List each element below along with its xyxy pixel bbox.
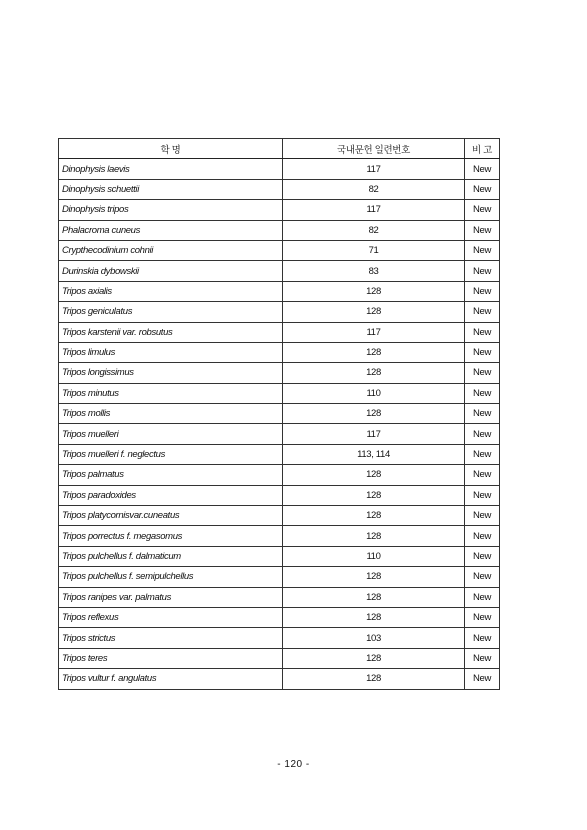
reference-number-cell: 128 <box>283 363 465 383</box>
reference-number-cell: 103 <box>283 628 465 648</box>
reference-number-cell: 128 <box>283 669 465 689</box>
species-name-cell: Tripos mollis <box>59 404 283 424</box>
table-row <box>59 506 500 526</box>
table-row <box>59 648 500 668</box>
species-name-cell: Tripos pulchellus f. semipulchellus <box>59 567 283 587</box>
table-row <box>59 383 500 403</box>
species-name-cell: Dinophysis laevis <box>59 159 283 179</box>
table-row <box>59 485 500 505</box>
reference-number-cell: 128 <box>283 302 465 322</box>
reference-number-cell: 117 <box>283 322 465 342</box>
reference-number-cell: 128 <box>283 587 465 607</box>
table-row <box>59 526 500 546</box>
table-row <box>59 465 500 485</box>
remarks-cell: New <box>465 648 500 668</box>
species-name-cell: Tripos pulchellus f. dalmaticum <box>59 546 283 566</box>
reference-number-cell: 128 <box>283 506 465 526</box>
table-header-row <box>59 139 500 159</box>
reference-number-cell: 71 <box>283 240 465 260</box>
table-row <box>59 342 500 362</box>
table-row <box>59 179 500 199</box>
table-row <box>59 200 500 220</box>
species-name-cell: Tripos limulus <box>59 342 283 362</box>
species-name-cell: Tripos muelleri f. neglectus <box>59 444 283 464</box>
table-row <box>59 404 500 424</box>
table-row <box>59 607 500 627</box>
species-name-cell: Tripos axialis <box>59 281 283 301</box>
species-name-cell: Dinophysis tripos <box>59 200 283 220</box>
remarks-cell: New <box>465 281 500 301</box>
header-remarks: 비 고 <box>465 139 500 159</box>
table-row <box>59 628 500 648</box>
species-name-cell: Tripos ranipes var. palmatus <box>59 587 283 607</box>
reference-number-cell: 128 <box>283 281 465 301</box>
remarks-cell: New <box>465 383 500 403</box>
table-row <box>59 261 500 281</box>
species-name-cell: Tripos geniculatus <box>59 302 283 322</box>
reference-number-cell: 82 <box>283 179 465 199</box>
remarks-cell: New <box>465 546 500 566</box>
reference-number-cell: 117 <box>283 424 465 444</box>
reference-number-cell: 117 <box>283 200 465 220</box>
reference-number-cell: 117 <box>283 159 465 179</box>
species-name-cell: Tripos strictus <box>59 628 283 648</box>
table-row <box>59 567 500 587</box>
remarks-cell: New <box>465 342 500 362</box>
remarks-cell: New <box>465 485 500 505</box>
reference-number-cell: 128 <box>283 342 465 362</box>
remarks-cell: New <box>465 363 500 383</box>
species-name-cell: Tripos minutus <box>59 383 283 403</box>
reference-number-cell: 83 <box>283 261 465 281</box>
remarks-cell: New <box>465 200 500 220</box>
remarks-cell: New <box>465 404 500 424</box>
table-row <box>59 424 500 444</box>
remarks-cell: New <box>465 506 500 526</box>
remarks-cell: New <box>465 302 500 322</box>
remarks-cell: New <box>465 628 500 648</box>
table-row <box>59 322 500 342</box>
species-name-cell: Tripos muelleri <box>59 424 283 444</box>
remarks-cell: New <box>465 444 500 464</box>
reference-number-cell: 113, 114 <box>283 444 465 464</box>
table-row <box>59 302 500 322</box>
species-name-cell: Tripos paradoxides <box>59 485 283 505</box>
reference-number-cell: 128 <box>283 485 465 505</box>
remarks-cell: New <box>465 526 500 546</box>
reference-number-cell: 82 <box>283 220 465 240</box>
remarks-cell: New <box>465 669 500 689</box>
species-name-cell: Tripos porrectus f. megasomus <box>59 526 283 546</box>
table-row <box>59 587 500 607</box>
reference-number-cell: 128 <box>283 465 465 485</box>
remarks-cell: New <box>465 159 500 179</box>
table-row <box>59 240 500 260</box>
species-name-cell: Crypthecodinium cohnii <box>59 240 283 260</box>
remarks-cell: New <box>465 220 500 240</box>
species-name-cell: Tripos karstenii var. robsutus <box>59 322 283 342</box>
reference-number-cell: 128 <box>283 526 465 546</box>
table-row <box>59 546 500 566</box>
reference-number-cell: 128 <box>283 648 465 668</box>
table-row <box>59 220 500 240</box>
table-row <box>59 444 500 464</box>
species-name-cell: Tripos palmatus <box>59 465 283 485</box>
table-row <box>59 363 500 383</box>
species-name-cell: Tripos longissimus <box>59 363 283 383</box>
species-name-cell: Durinskia dybowskii <box>59 261 283 281</box>
species-name-cell: Tripos vultur f. angulatus <box>59 669 283 689</box>
reference-number-cell: 110 <box>283 383 465 403</box>
remarks-cell: New <box>465 465 500 485</box>
reference-number-cell: 128 <box>283 404 465 424</box>
remarks-cell: New <box>465 179 500 199</box>
table-row <box>59 281 500 301</box>
species-name-cell: Tripos platycornisvar.cuneatus <box>59 506 283 526</box>
species-table <box>58 138 500 690</box>
remarks-cell: New <box>465 322 500 342</box>
species-name-cell: Tripos reflexus <box>59 607 283 627</box>
remarks-cell: New <box>465 424 500 444</box>
header-scientific-name: 학 명 <box>59 139 283 159</box>
reference-number-cell: 128 <box>283 567 465 587</box>
reference-number-cell: 110 <box>283 546 465 566</box>
species-name-cell: Phalacroma cuneus <box>59 220 283 240</box>
species-name-cell: Tripos teres <box>59 648 283 668</box>
header-reference-number: 국내문헌 일련번호 <box>283 139 465 159</box>
table-row <box>59 669 500 689</box>
remarks-cell: New <box>465 567 500 587</box>
page-number: - 120 - <box>277 759 310 770</box>
remarks-cell: New <box>465 607 500 627</box>
species-name-cell: Dinophysis schuettii <box>59 179 283 199</box>
remarks-cell: New <box>465 240 500 260</box>
remarks-cell: New <box>465 261 500 281</box>
remarks-cell: New <box>465 587 500 607</box>
reference-number-cell: 128 <box>283 607 465 627</box>
table-row <box>59 159 500 179</box>
